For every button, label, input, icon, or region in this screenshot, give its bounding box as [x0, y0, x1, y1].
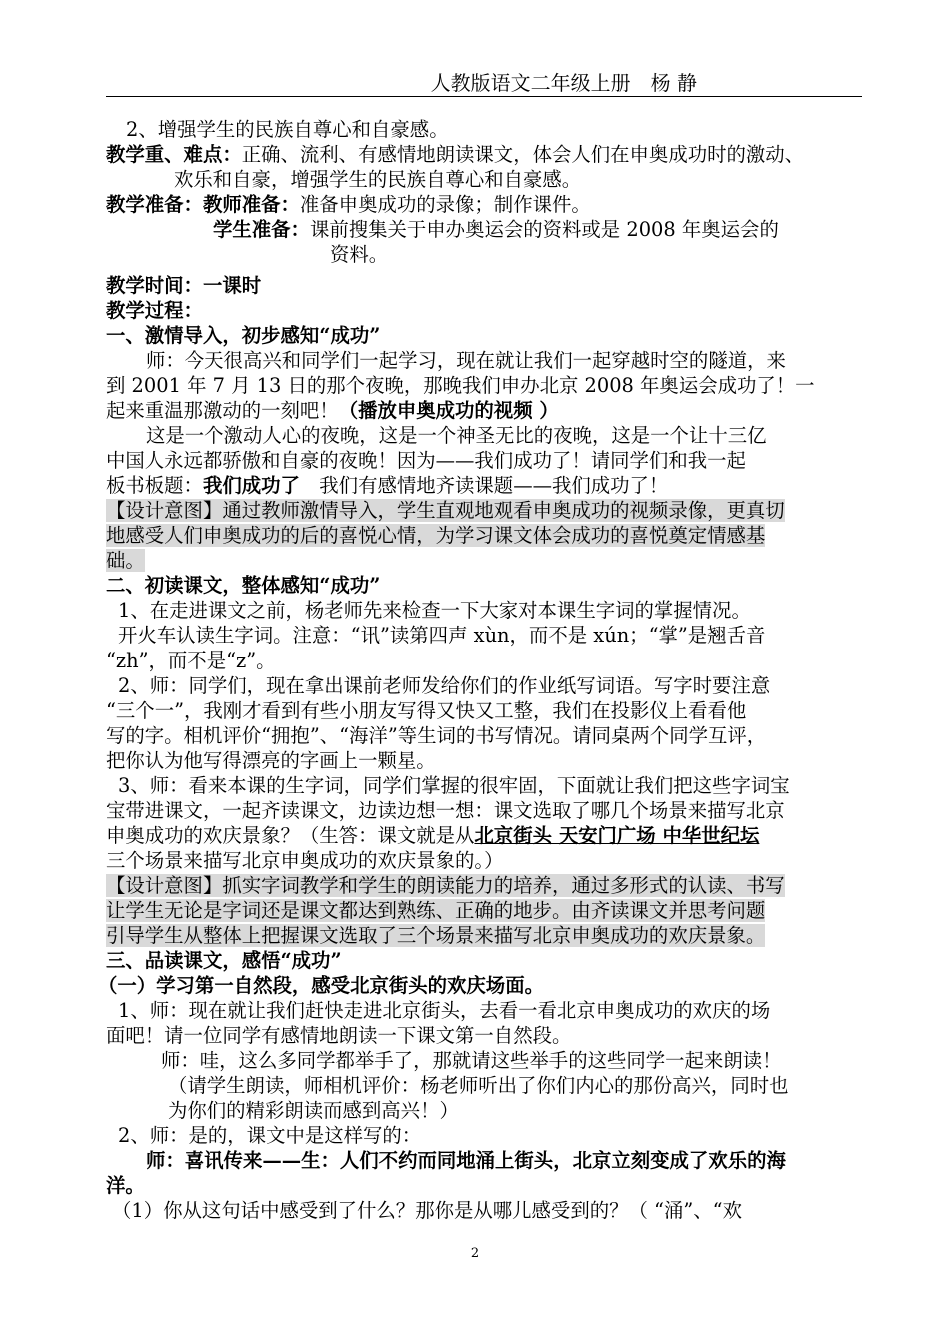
label: 学生准备：: [213, 218, 310, 241]
design-note-line: 让学生无论是字词还是课文都达到熟练、正确的地步。由齐读课文并思考问题: [106, 899, 766, 922]
subsection-heading: （一）学习第一自然段，感受北京街头的欢庆场面。: [98, 974, 544, 997]
text: 板书板题：: [106, 474, 203, 497]
page-header: 人教版语文二年级上册 杨 静: [430, 71, 697, 95]
text-line: 师：今天很高兴和同学们一起学习，现在就让我们一起穿越时空的隧道，来: [146, 349, 786, 372]
section-heading: 三、品读课文，感悟“成功”: [106, 949, 342, 972]
text-line: 欢乐和自豪，增强学生的民族自尊心和自豪感。: [174, 168, 582, 191]
design-note-line: 础。: [106, 549, 145, 572]
text-line: [106, 474, 862, 499]
text: 申奥成功的欢庆景象？（生答：课文就是从: [106, 824, 475, 847]
text-line: 洋。: [106, 1174, 145, 1197]
text-line: [106, 143, 862, 168]
text-line: [106, 399, 862, 424]
text-line: 教学过程：: [106, 299, 203, 322]
board-title: 我们成功了: [202, 474, 300, 497]
text-line: 2、师：是的，课文中是这样写的：: [118, 1124, 422, 1147]
page-number: 2: [470, 1246, 480, 1261]
text-line: （1）你从这句话中感受到了什么？那你是从哪儿感受到的？（ “涌”、“欢: [112, 1199, 742, 1222]
text-line: 3、师：看来本课的生字词，同学们掌握的很牢固，下面就让我们把这些字词宝: [118, 774, 790, 797]
text-line: 到 2001 年 7 月 13 日的那个夜晚，那晚我们申办北京 2008 年奥运会成功了！一: [106, 374, 815, 397]
document-body: [98, 118, 862, 1224]
text-line: 师：哇，这么多同学都举手了，那就请这些举手的这些同学一起来朗读！: [161, 1049, 782, 1072]
text-line: 教学时间：一课时: [106, 274, 262, 297]
text-line: 写的字。相机评价“拥抱”、“海洋”等生词的书写情况。请同桌两个同学互评，: [106, 724, 767, 747]
design-note-line: 【设计意图】通过教师激情导入，学生直观地观看申奥成功的视频录像，更真切: [106, 499, 785, 522]
section-heading: 二、初读课文，整体感知“成功”: [106, 574, 381, 597]
label: 教学重、难点：: [106, 143, 242, 166]
text: 我们有感情地齐读课题——我们成功了！: [299, 474, 669, 497]
text-line: “zh”，而不是“z”。: [106, 649, 276, 672]
text-line: 这是一个激动人心的夜晚，这是一个神圣无比的夜晚，这是一个让十三亿: [146, 424, 767, 447]
text-line: 为你们的精彩朗读而感到高兴！）: [168, 1099, 459, 1122]
text-line: 三个场景来描写北京申奥成功的欢庆景象的。）: [106, 849, 504, 872]
design-note-line: 【设计意图】抓实字词教学和学生的朗读能力的培养，通过多形式的认读、书写: [106, 874, 785, 897]
text: 课前搜集关于申办奥运会的资料或是 2008 年奥运会的: [309, 218, 779, 241]
text-line: 1、在走进课文之前，杨老师先来检查一下大家对本课生字词的掌握情况。: [118, 599, 751, 622]
section-heading: 一、激情导入，初步感知“成功”: [106, 324, 381, 347]
text-line: [106, 824, 862, 849]
text-line: 面吧！请一位同学有感情地朗读一下课文第一自然段。: [106, 1024, 572, 1047]
text: 起来重温那激动的一刻吧！: [106, 399, 339, 422]
text-line: （请学生朗读，师相机评价：杨老师听出了你们内心的那份高兴，同时也: [168, 1074, 789, 1097]
text-line: “三个一”，我刚才看到有些小朋友写得又快又工整，我们在投影仪上看看他: [106, 699, 747, 722]
design-note-line: 引导学生从整体上把握课文选取了三个场景来描写北京申奥成功的欢庆景象。: [106, 924, 766, 947]
text-line: 资料。: [330, 243, 389, 266]
text: （播放申奥成功的视频 ）: [338, 399, 559, 422]
text-line: [106, 218, 862, 243]
text-line: 宝带进课文，一起齐读课文，边读边想一想：课文选取了哪几个场景来描写北京: [106, 799, 785, 822]
text-line: [106, 193, 862, 218]
label: 教学准备：教师准备：: [106, 193, 300, 216]
text-line: 中国人永远都骄傲和自豪的夜晚！因为——我们成功了！请同学们和我一起: [106, 449, 746, 472]
design-note-line: 地感受人们申奥成功的后的喜悦心情，为学习课文体会成功的喜悦奠定情感基: [106, 524, 766, 547]
text-line: 师：喜讯传来——生：人们不约而同地涌上街头，北京立刻变成了欢乐的海: [146, 1149, 786, 1172]
text-line: 2、增强学生的民族自尊心和自豪感。: [126, 118, 449, 141]
text-line: 2、师：同学们，现在拿出课前老师发给你们的作业纸写词语。写字时要注意: [118, 674, 771, 697]
scene-names: 北京街头 天安门广场 中华世纪坛: [474, 824, 760, 847]
text: 准备申奥成功的录像；制作课件。: [299, 193, 591, 216]
text: 正确、流利、有感情地朗读课文，体会人们在申奥成功时的激动、: [241, 143, 805, 166]
text-line: 1、师：现在就让我们赶快走进北京街头，去看一看北京申奥成功的欢庆的场: [118, 999, 771, 1022]
header-rule: [106, 96, 862, 97]
text-line: 开火车认读生字词。注意：“讯”读第四声 xùn，而不是 xún；“掌”是翘舌音: [118, 624, 766, 647]
text-line: 把你认为他写得漂亮的字画上一颗星。: [106, 749, 436, 772]
